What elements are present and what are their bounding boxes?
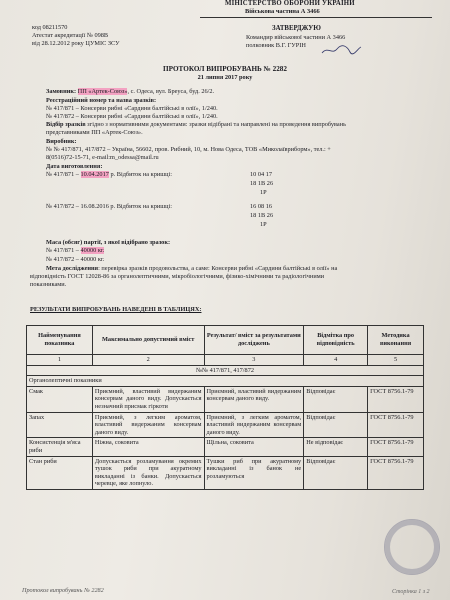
cell-result: Приємний, з легким ароматом, властивий видержаним консервам даного виду. bbox=[204, 412, 304, 438]
cell-result: Тушки риб при акуратному викладанні із банок не розламуються bbox=[204, 456, 304, 489]
sample-1: № 417/871 – Консерви рибні «Сардини балтійські в олії», 1/240. bbox=[46, 105, 218, 112]
cell-max: Приємний, властивий видержаним консервам даного виду. Допускається незначний присмак гіркоти bbox=[92, 386, 204, 412]
selection-line bbox=[46, 121, 346, 128]
approve-colonel: полковник В.Г. ГУРІН bbox=[246, 42, 306, 49]
results-title: РЕЗУЛЬТАТИ ВИПРОБУВАНЬ НАВЕДЕНІ В ТАБЛИЦЯХ: bbox=[30, 306, 202, 313]
selection-text-2: представниками ПП «Артек-Союз». bbox=[46, 129, 143, 136]
mass-1-number: № 417/871 – bbox=[46, 247, 81, 254]
footer-page: Сторінка 1 з 2 bbox=[392, 589, 430, 595]
results-table bbox=[26, 325, 424, 490]
cell-mark: Відповідає bbox=[304, 412, 368, 438]
table-section-row bbox=[27, 376, 424, 387]
table-row bbox=[27, 412, 424, 438]
mass-1-value: 40000 кг. bbox=[80, 247, 105, 254]
customer-line bbox=[46, 88, 214, 95]
production-2: № 417/872 – 16.08.2016 р. Відбиток на кришці: bbox=[46, 203, 172, 210]
production-2-code-3: 1Р bbox=[260, 221, 267, 228]
header-result: Результат/ вміст за результатами досліджень bbox=[204, 326, 304, 355]
production-2-code-1: 16 08 16 bbox=[250, 203, 273, 210]
col-number-4: 4 bbox=[304, 355, 368, 366]
table-header-row bbox=[27, 326, 424, 355]
signature-icon bbox=[320, 44, 362, 56]
cell-max: Ніжна, соковита bbox=[92, 438, 204, 456]
reg-label: Реєстраційний номер та назва зразків: bbox=[46, 97, 157, 104]
ministry-title: МІНІСТЕРСТВО ОБОРОНИ УКРАЇНИ bbox=[225, 0, 355, 7]
cell-method: ГОСТ 8756.1-79 bbox=[368, 386, 424, 412]
approve-commander: Командир військової частини А 3466 bbox=[246, 34, 346, 41]
production-1 bbox=[46, 171, 172, 178]
unit-title: Військова частина А 3466 bbox=[245, 8, 320, 15]
purpose-line-2: відповідність ГОСТ 12028-86 за органолептичними, мікробіологічними, фізико-хімічними та радіологічними bbox=[30, 273, 325, 280]
header-compliance: Відмітка про відповідність bbox=[304, 326, 368, 355]
section-label: Органолептичні показники bbox=[27, 376, 424, 387]
purpose-line-1 bbox=[46, 265, 337, 272]
protocol-date: 21 липня 2017 року bbox=[197, 74, 253, 81]
header-attestat-date: від 28.12.2012 року ЦУМІС ЗСУ bbox=[32, 40, 120, 47]
header-code: код 08211570 bbox=[32, 24, 68, 31]
production-1-date: 10.04.2017 bbox=[80, 171, 109, 178]
col-number-5: 5 bbox=[368, 355, 424, 366]
mass-1 bbox=[46, 247, 104, 254]
samples-row-label: №№ 417/871, 417/872 bbox=[27, 365, 424, 376]
table-number-row bbox=[27, 355, 424, 366]
cell-mark: Не відповідає bbox=[304, 438, 368, 456]
cell-method: ГОСТ 8756.1-79 bbox=[368, 438, 424, 456]
cell-result: Приємний, властивий видержаним консервам даного виду. bbox=[204, 386, 304, 412]
selection-label: Відбір зразків bbox=[46, 121, 86, 128]
col-number-1: 1 bbox=[27, 355, 93, 366]
production-1-code-3: 1Р bbox=[260, 189, 267, 196]
header-indicator: Найменування показника bbox=[27, 326, 93, 355]
customer-label: Замовник: bbox=[46, 88, 77, 95]
footer-protocol: Протокол випробувань № 2282 bbox=[22, 587, 104, 594]
col-number-2: 2 bbox=[92, 355, 204, 366]
customer-address: , с. Одеса, вул. Бреуса, буд. 26/2. bbox=[127, 88, 215, 95]
approve-title: ЗАТВЕРДЖУЮ bbox=[272, 25, 321, 32]
cell-mark: Відповідає bbox=[304, 386, 368, 412]
cell-method: ГОСТ 8756.1-79 bbox=[368, 412, 424, 438]
seal-icon bbox=[384, 519, 440, 575]
cell-method: ГОСТ 8756.1-79 bbox=[368, 456, 424, 489]
cell-max: Приємний, з легким ароматом, властивий видержаним консервам даного виду. bbox=[92, 412, 204, 438]
cell-name: Консистенція м'яса риби bbox=[27, 438, 93, 456]
maker-label: Виробник: bbox=[46, 138, 77, 145]
table-row bbox=[27, 386, 424, 412]
protocol-title: ПРОТОКОЛ ВИПРОБУВАНЬ № 2282 bbox=[163, 65, 287, 73]
purpose-line-3: показниками. bbox=[30, 281, 67, 288]
maker-line-2: 8(0516)72-15-71, e-mail:m_odessa@mail.ru bbox=[46, 154, 159, 161]
cell-name: Запах bbox=[27, 412, 93, 438]
mass-label: Маса (обсяг) партії, з якої відібрано зразок: bbox=[46, 239, 171, 246]
maker-line-1: № № 417/871, 417/872 – Україна, 56602, пров. Рибний, 10, м. Нова Одеса, ТОВ «Миколаївриборм», тел.: + bbox=[46, 146, 331, 153]
production-2-code-2: 18 1В 26 bbox=[250, 212, 274, 219]
cell-name: Стан риби bbox=[27, 456, 93, 489]
cell-max: Допускається розламування окремих тушок риби при акуратному викладанні із банки. Допускається черевце, яке лопнуло. bbox=[92, 456, 204, 489]
selection-text: згідно з нормативними документами: зразки відібрані та направлені на проведення випробувань bbox=[85, 121, 346, 128]
table-samples-row bbox=[27, 365, 424, 376]
production-1-number: № 417/871 – bbox=[46, 171, 81, 178]
production-1-stamp-label: р. Відбиток на кришці: bbox=[108, 171, 172, 178]
table-row bbox=[27, 438, 424, 456]
cell-mark: Відповідає bbox=[304, 456, 368, 489]
production-1-code-2: 18 1В 26 bbox=[250, 180, 274, 187]
customer-name: ПП «Артек-Союз» bbox=[77, 88, 128, 95]
header-attestat: Атестат акредитації № 098В bbox=[32, 32, 109, 39]
header-method: Методика виконання bbox=[368, 326, 424, 355]
mass-2: № 417/872 – 40000 кг. bbox=[46, 256, 105, 263]
purpose-text-1: : перевірка зразків продовольства, а саме: Консерви рибні «Сардини балтійські в олії» на bbox=[98, 265, 338, 272]
header-divider bbox=[200, 17, 432, 18]
cell-result: Щільна, соковита bbox=[204, 438, 304, 456]
date-label: Дата виготовлення: bbox=[46, 163, 103, 170]
header-max-content: Максимально допустимий вміст bbox=[92, 326, 204, 355]
table-row bbox=[27, 456, 424, 489]
sample-2: № 417/872 – Консерви рибні «Сардини балтійські в олії», 1/240. bbox=[46, 113, 218, 120]
purpose-label: Мета дослідження bbox=[46, 265, 99, 272]
production-1-code-1: 10 04 17 bbox=[250, 171, 273, 178]
cell-name: Смак bbox=[27, 386, 93, 412]
col-number-3: 3 bbox=[204, 355, 304, 366]
